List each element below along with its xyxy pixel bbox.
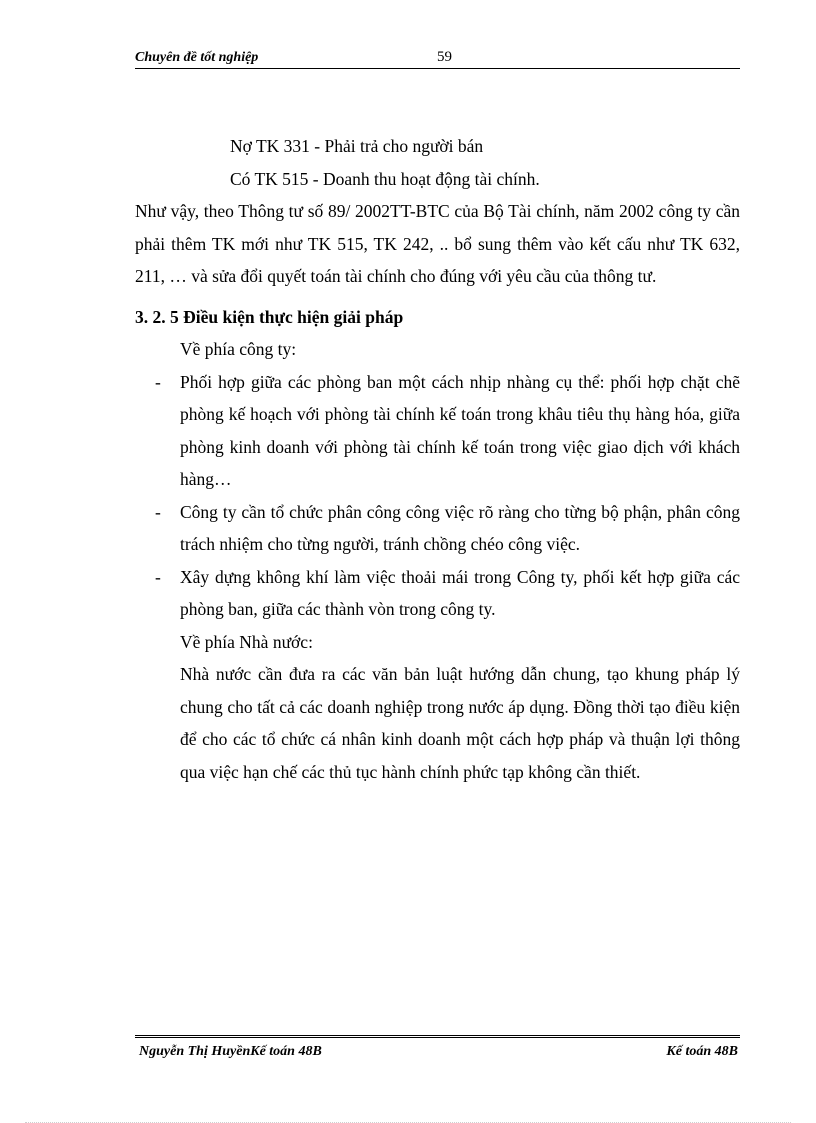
journal-entry-debit: Nợ TK 331 - Phải trả cho người bán [230,136,484,156]
paragraph-state: Nhà nước cần đưa ra các văn bản luật hướng dẫn chung, tạo khung pháp lý chung cho tất cả các doanh nghiệp trong nước áp dụng. Đồng thời tạo điều kiện để cho các tổ chức cá nhân kinh doanh một cách hợp pháp và thuận lợi thông qua việc hạn chế các thủ tục hành chính phức tạp không cần thiết. [180,664,740,782]
bullet-dash: - [155,501,161,522]
state-intro: Về phía Nhà nước: [180,631,313,652]
list-item [135,366,740,496]
page-footer [135,1035,740,1064]
page-header [135,48,740,69]
list-item-text: Công ty cần tổ chức phân công công việc rõ ràng cho từng bộ phận, phân công trách nhiệm cho từng người, tránh chồng chéo công việc. [180,501,740,554]
page-number: 59 [437,49,452,65]
list-item [135,561,740,626]
list-item-text: Phối hợp giữa các phòng ban một cách nhịp nhàng cụ thể: phối hợp chặt chẽ phòng kế hoạch với phòng tài chính kế toán trong khâu tiêu thụ hàng hóa, giữa phòng kinh doanh với phòng tài chính kế toán trong việc giao dịch với khách hàng… [180,371,740,489]
bullet-dash: - [155,371,161,392]
footer-author: Nguyễn Thị HuyềnKế toán 48B [139,1044,322,1059]
page-body [135,130,740,788]
bullet-dash: - [155,566,161,587]
journal-entry-credit: Có TK 515 - Doanh thu hoạt động tài chính. [230,168,540,189]
footer-department: Kế toán 48B [666,1044,738,1059]
list-item [135,496,740,561]
paragraph-circular: Như vậy, theo Thông tư số 89/ 2002TT-BTC của Bộ Tài chính, năm 2002 công ty cần phải thêm TK mới như TK 515, TK 242, .. bổ sung thêm vào kết cấu như TK 632, 211, … và sửa đổi quyết toán tài chính cho đúng với yêu cầu của thông tư. [135,201,740,286]
section-heading: 3. 2. 5 Điều kiện thực hiện giải pháp [135,306,404,327]
header-title: Chuyên đề tốt nghiệp [135,50,259,65]
company-intro: Về phía công ty: [180,339,297,359]
list-item-text: Xây dựng không khí làm việc thoải mái trong Công ty, phối kết hợp giữa các phòng ban, giữa các thành vòn trong công ty. [180,566,740,619]
